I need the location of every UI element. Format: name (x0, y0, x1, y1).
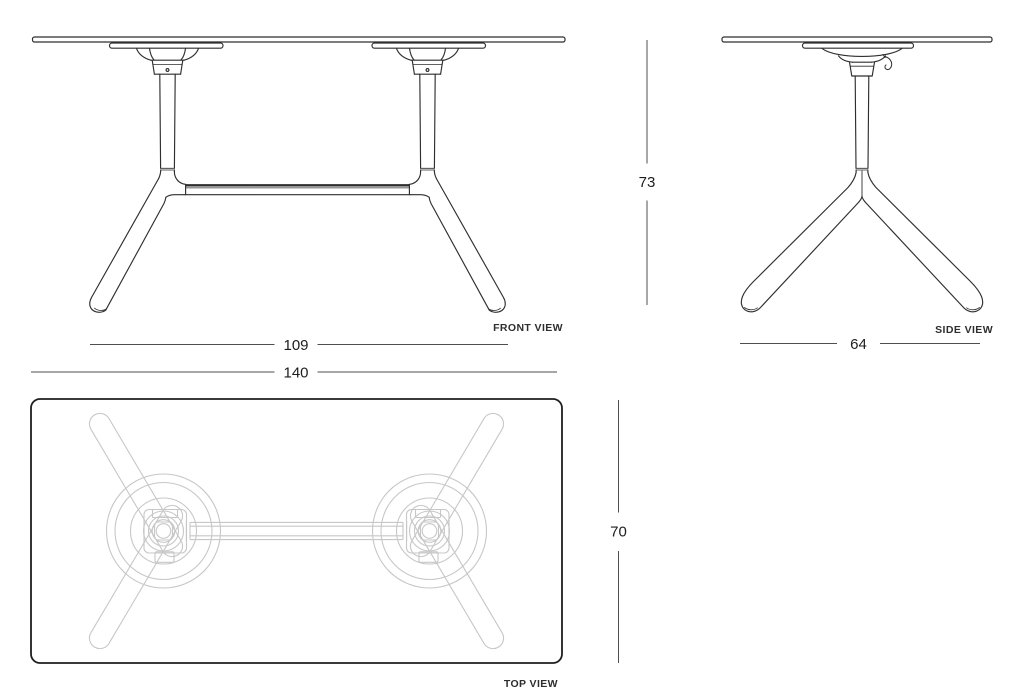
dimensions (31, 40, 980, 663)
front-crossbar (184, 185, 411, 194)
front-right-pedestal (372, 43, 505, 312)
top-view-label: TOP VIEW (503, 678, 558, 690)
top-tabletop-outline (31, 399, 562, 663)
top-view (31, 399, 562, 663)
folding-latch (883, 55, 892, 70)
side-column (855, 76, 869, 197)
top-crossbar (186, 521, 406, 542)
dimension-70-table-depth (610, 400, 627, 663)
front-view-label: FRONT VIEW (493, 322, 563, 334)
side-view-label: SIDE VIEW (935, 324, 993, 336)
side-mount (803, 43, 914, 76)
top-left-base (89, 413, 220, 648)
front-left-pedestal (90, 43, 223, 312)
dimension-73-value: 73 (638, 174, 656, 191)
dimension-64-value: 64 (850, 335, 867, 353)
front-tabletop (33, 37, 566, 42)
dimension-109-front-feet-span (90, 337, 508, 354)
dimension-73-table-height (639, 40, 656, 305)
side-tabletop (722, 37, 992, 42)
front-view (33, 37, 566, 312)
top-right-base (373, 413, 504, 648)
dimension-109-value: 109 (283, 336, 309, 354)
dimension-140-value: 140 (283, 364, 309, 382)
side-view (722, 37, 992, 312)
dimension-140-table-width (31, 364, 557, 381)
dimension-70-value: 70 (610, 523, 627, 541)
dimension-64-side-feet-span (740, 336, 980, 353)
